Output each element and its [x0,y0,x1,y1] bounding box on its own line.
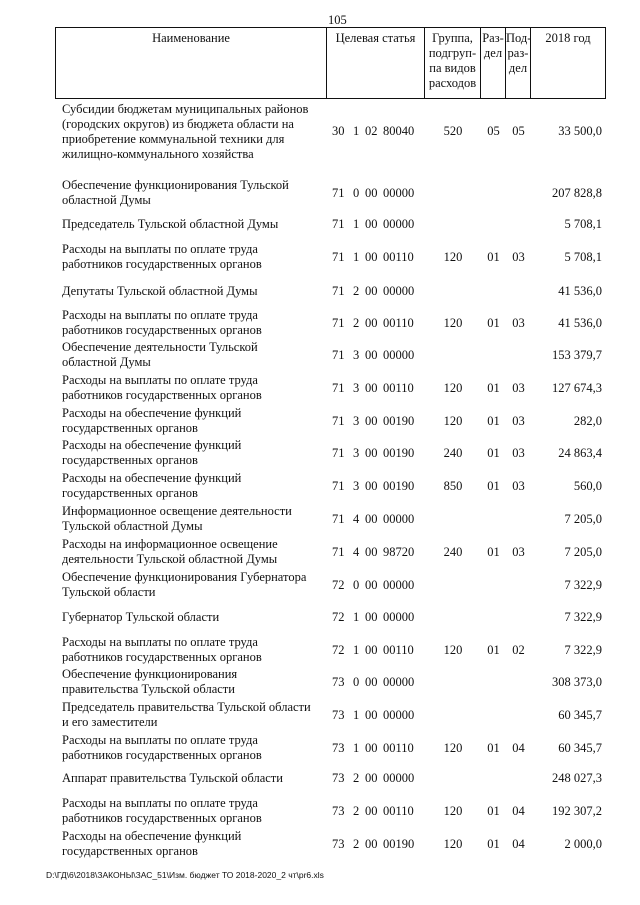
cell-section: 01 [487,804,500,818]
row-name: Расходы на выплаты по оплате труда работников государственных органов [62,796,262,825]
row-name: Расходы на выплаты по оплате труда работников государственных органов [62,242,262,271]
cell-p3: 00 [365,643,378,657]
cell-p3: 00 [365,578,378,592]
row-name: Субсидии бюджетам муниципальных районов (городских округов) из бюджета области на приобретение коммунальной техники для жилищно-коммунального хозяйства [62,102,309,161]
cell-group: 120 [443,643,463,657]
row-name: Информационное освещение деятельности Тульской областной Думы [62,504,292,533]
row-name: Расходы на выплаты по оплате труда работников государственных органов [62,733,262,762]
row-name: Депутаты Тульской областной Думы [62,284,258,298]
table-header [55,27,606,99]
cell-amount: 24 863,4 [558,446,602,460]
cell-p3: 00 [365,545,378,559]
cell-amount: 560,0 [573,479,602,493]
cell-p2: 3 [353,381,360,395]
cell-p2: 1 [353,250,360,264]
cell-section: 01 [487,479,500,493]
cell-p4: 80040 [383,124,415,138]
cell-p1: 30 [332,124,345,138]
cell-p2: 0 [353,675,360,689]
cell-group: 240 [443,545,463,559]
cell-subsection: 02 [512,643,525,657]
row-name: Расходы на выплаты по оплате труда работников государственных органов [62,308,262,337]
cell-amount: 5 708,1 [564,217,602,231]
cell-p3: 00 [365,708,378,722]
cell-p4: 00000 [383,610,415,624]
cell-amount: 33 500,0 [558,124,602,138]
cell-p3: 00 [365,804,378,818]
cell-p1: 72 [332,610,345,624]
row-name: Обеспечение функционирования правительства Тульской области [62,667,238,696]
cell-p2: 1 [353,708,360,722]
cell-p2: 0 [353,578,360,592]
cell-p3: 00 [365,771,378,785]
cell-p4: 00190 [383,479,415,493]
page-number: 105 [328,13,347,27]
cell-p3: 00 [365,512,378,526]
cell-p2: 1 [353,217,360,231]
cell-p1: 73 [332,741,345,755]
cell-p4: 00000 [383,217,415,231]
cell-p4: 00110 [383,643,414,657]
cell-p4: 00000 [383,708,415,722]
cell-p2: 4 [353,545,360,559]
cell-p2: 0 [353,186,360,200]
cell-amount: 7 322,9 [564,578,602,592]
header-name: Наименование [55,28,327,98]
cell-p1: 71 [332,479,345,493]
cell-p4: 00190 [383,837,415,851]
cell-amount: 7 322,9 [564,643,602,657]
cell-subsection: 04 [512,741,525,755]
cell-group: 120 [443,414,463,428]
row-name: Обеспечение деятельности Тульской областной Думы [62,340,258,369]
cell-p3: 00 [365,316,378,330]
cell-p4: 00190 [383,446,415,460]
header-section: Раз- дел [481,28,506,98]
row-name: Расходы на обеспечение функций государственных органов [62,471,242,500]
cell-p3: 00 [365,381,378,395]
cell-p4: 00000 [383,348,415,362]
cell-p4: 00110 [383,381,414,395]
cell-p4: 00000 [383,512,415,526]
cell-subsection: 03 [512,316,525,330]
cell-amount: 41 536,0 [558,316,602,330]
cell-section: 01 [487,381,500,395]
cell-p2: 2 [353,316,360,330]
row-name: Председатель правительства Тульской области и его заместители [62,700,311,729]
cell-subsection: 03 [512,479,525,493]
cell-p1: 71 [332,217,345,231]
cell-p3: 00 [365,414,378,428]
row-name: Расходы на выплаты по оплате труда работников государственных органов [62,635,262,664]
cell-p3: 00 [365,186,378,200]
cell-group: 120 [443,741,463,755]
header-target-article: Целевая статья [327,28,425,98]
cell-p1: 71 [332,186,345,200]
cell-p1: 71 [332,348,345,362]
cell-p3: 00 [365,348,378,362]
cell-p1: 71 [332,545,345,559]
cell-p1: 71 [332,512,345,526]
cell-amount: 5 708,1 [564,250,602,264]
cell-subsection: 03 [512,446,525,460]
row-name: Председатель Тульской областной Думы [62,217,279,231]
row-name: Обеспечение функционирования Губернатора Тульской области [62,570,307,599]
cell-section: 05 [487,124,500,138]
cell-p3: 00 [365,446,378,460]
header-expense-group: Группа, подгруп- па видов расходов [425,28,481,98]
cell-section: 01 [487,741,500,755]
cell-amount: 41 536,0 [558,284,602,298]
cell-p1: 71 [332,284,345,298]
cell-p2: 3 [353,348,360,362]
row-name: Расходы на обеспечение функций государственных органов [62,438,242,467]
file-path-footer: D:\ГД\6\2018\ЗАКОНЫ\ЗАС_51\Изм. бюджет ТО 2018-2020_2 чт\pr6.xls [46,870,324,880]
cell-group: 120 [443,250,463,264]
row-name: Обеспечение функционирования Тульской областной Думы [62,178,289,207]
cell-p4: 00110 [383,741,414,755]
row-name: Расходы на обеспечение функций государственных органов [62,829,242,858]
cell-subsection: 03 [512,250,525,264]
cell-p1: 73 [332,771,345,785]
cell-group: 120 [443,837,463,851]
cell-subsection: 03 [512,381,525,395]
header-subsection: Под- раз- дел [506,28,531,98]
cell-subsection: 05 [512,124,525,138]
cell-p4: 00000 [383,578,415,592]
cell-amount: 60 345,7 [558,741,602,755]
cell-p2: 2 [353,804,360,818]
cell-amount: 2 000,0 [564,837,602,851]
cell-section: 01 [487,643,500,657]
row-name: Губернатор Тульской области [62,610,220,624]
cell-subsection: 03 [512,545,525,559]
cell-p3: 00 [365,837,378,851]
cell-p1: 72 [332,643,345,657]
cell-group: 120 [443,381,463,395]
cell-p3: 00 [365,675,378,689]
cell-amount: 207 828,8 [552,186,602,200]
cell-p4: 00110 [383,250,414,264]
cell-p2: 1 [353,124,360,138]
cell-amount: 248 027,3 [552,771,602,785]
cell-p1: 73 [332,675,345,689]
cell-p1: 71 [332,446,345,460]
cell-p2: 1 [353,741,360,755]
cell-subsection: 04 [512,837,525,851]
cell-group: 520 [443,124,463,138]
cell-p2: 4 [353,512,360,526]
cell-group: 240 [443,446,463,460]
cell-p1: 73 [332,708,345,722]
cell-subsection: 03 [512,414,525,428]
row-name: Аппарат правительства Тульской области [62,771,283,785]
cell-amount: 127 674,3 [552,381,602,395]
cell-p1: 73 [332,837,345,851]
cell-group: 120 [443,804,463,818]
cell-amount: 7 322,9 [564,610,602,624]
cell-p2: 3 [353,446,360,460]
cell-section: 01 [487,545,500,559]
cell-p4: 00110 [383,804,414,818]
cell-amount: 192 307,2 [552,804,602,818]
cell-p2: 1 [353,610,360,624]
cell-p4: 00000 [383,675,415,689]
cell-section: 01 [487,446,500,460]
cell-group: 850 [443,479,463,493]
cell-amount: 282,0 [573,414,602,428]
cell-p1: 71 [332,316,345,330]
cell-p4: 00110 [383,316,414,330]
cell-p2: 3 [353,414,360,428]
cell-amount: 7 205,0 [564,512,602,526]
cell-p3: 00 [365,479,378,493]
cell-group: 120 [443,316,463,330]
cell-section: 01 [487,837,500,851]
cell-subsection: 04 [512,804,525,818]
cell-p3: 00 [365,250,378,264]
cell-p4: 00000 [383,771,415,785]
cell-p1: 71 [332,250,345,264]
cell-p2: 2 [353,771,360,785]
cell-section: 01 [487,414,500,428]
cell-p1: 71 [332,381,345,395]
cell-amount: 7 205,0 [564,545,602,559]
cell-amount: 308 373,0 [552,675,602,689]
cell-p1: 73 [332,804,345,818]
cell-p2: 2 [353,284,360,298]
cell-amount: 60 345,7 [558,708,602,722]
cell-p3: 00 [365,217,378,231]
cell-p4: 98720 [383,545,415,559]
row-name: Расходы на информационное освещение деятельности Тульской областной Думы [62,537,278,566]
cell-p1: 71 [332,414,345,428]
cell-p2: 2 [353,837,360,851]
row-name: Расходы на выплаты по оплате труда работников государственных органов [62,373,262,402]
cell-p3: 00 [365,284,378,298]
cell-p3: 00 [365,610,378,624]
cell-section: 01 [487,316,500,330]
cell-p3: 02 [365,124,378,138]
cell-p3: 00 [365,741,378,755]
cell-p2: 1 [353,643,360,657]
cell-p4: 00190 [383,414,415,428]
header-year: 2018 год [531,28,606,98]
cell-amount: 153 379,7 [552,348,602,362]
cell-p2: 3 [353,479,360,493]
cell-section: 01 [487,250,500,264]
cell-p1: 72 [332,578,345,592]
cell-p4: 00000 [383,284,415,298]
cell-p4: 00000 [383,186,415,200]
row-name: Расходы на обеспечение функций государственных органов [62,406,242,435]
